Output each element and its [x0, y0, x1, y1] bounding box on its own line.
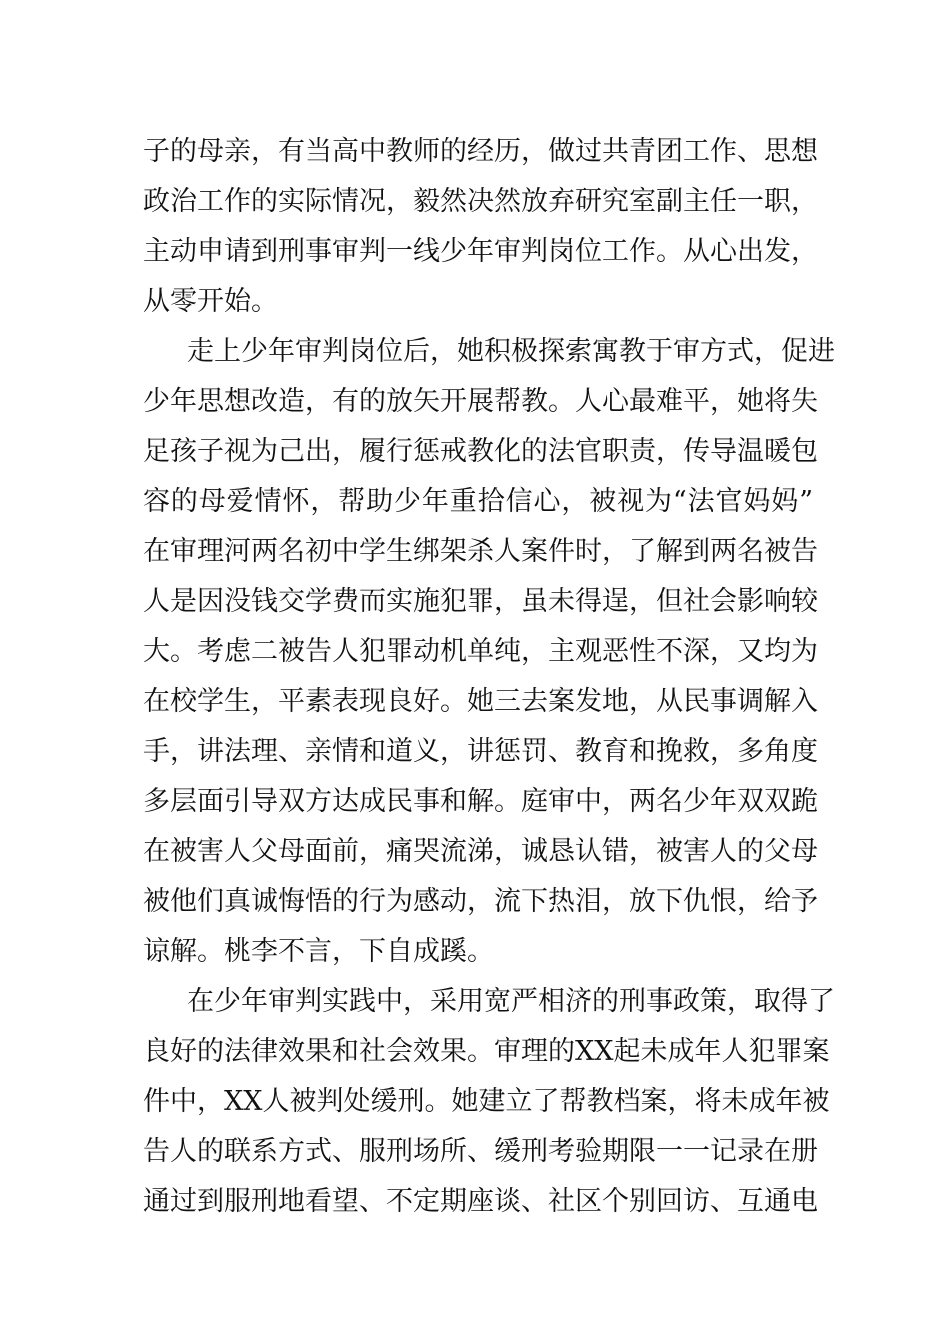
text-line: 告人的联系方式、服刑场所、缓刑考验期限一一记录在册: [143, 1136, 818, 1167]
text-line: 在被害人父母面前，痛哭流涕，诚恳认错，被害人的父母: [143, 836, 818, 867]
text-line: 手，讲法理、亲情和道义，讲惩罚、教育和挽救，多角度: [143, 736, 818, 767]
text-line: 少年思想改造，有的放矢开展帮教。人心最难平，她将失: [143, 386, 818, 417]
text-line: 从零开始。: [143, 286, 278, 317]
text-line: 良好的法律效果和社会效果。审理的XX起未成年人犯罪案: [143, 1036, 830, 1067]
text-line: 子的母亲，有当高中教师的经历，做过共青团工作、思想: [143, 136, 818, 167]
paragraph-first-line: 在少年审判实践中，采用宽严相济的刑事政策，取得了: [187, 986, 835, 1017]
text-line: 被他们真诚悔悟的行为感动，流下热泪，放下仇恨，给予: [143, 886, 818, 917]
text-line: 足孩子视为己出，履行惩戒教化的法官职责，传导温暖包: [143, 436, 818, 467]
text-line: 通过到服刑地看望、不定期座谈、社区个别回访、互通电: [143, 1186, 818, 1217]
text-line: 人是因没钱交学费而实施犯罪，虽未得逞，但社会影响较: [143, 586, 818, 617]
text-line: 在校学生，平素表现良好。她三去案发地，从民事调解入: [143, 686, 818, 717]
text-line: 大。考虑二被告人犯罪动机单纯，主观恶性不深，又均为: [143, 636, 818, 667]
text-line: 在审理河两名初中学生绑架杀人案件时，了解到两名被告: [143, 536, 818, 567]
text-line: 政治工作的实际情况，毅然决然放弃研究室副主任一职，: [143, 186, 818, 217]
paragraph-first-line: 走上少年审判岗位后，她积极探索寓教于审方式，促进: [187, 336, 835, 367]
text-line: 件中，XX人被判处缓刑。她建立了帮教档案，将未成年被: [143, 1086, 830, 1117]
text-line: 多层面引导双方达成民事和解。庭审中，两名少年双双跪: [143, 786, 818, 817]
text-line: 容的母爱情怀，帮助少年重拾信心，被视为“法官妈妈”: [143, 486, 813, 517]
text-line: 谅解。桃李不言，下自成蹊。: [143, 936, 494, 967]
text-line: 主动申请到刑事审判一线少年审判岗位工作。从心出发，: [143, 236, 818, 267]
